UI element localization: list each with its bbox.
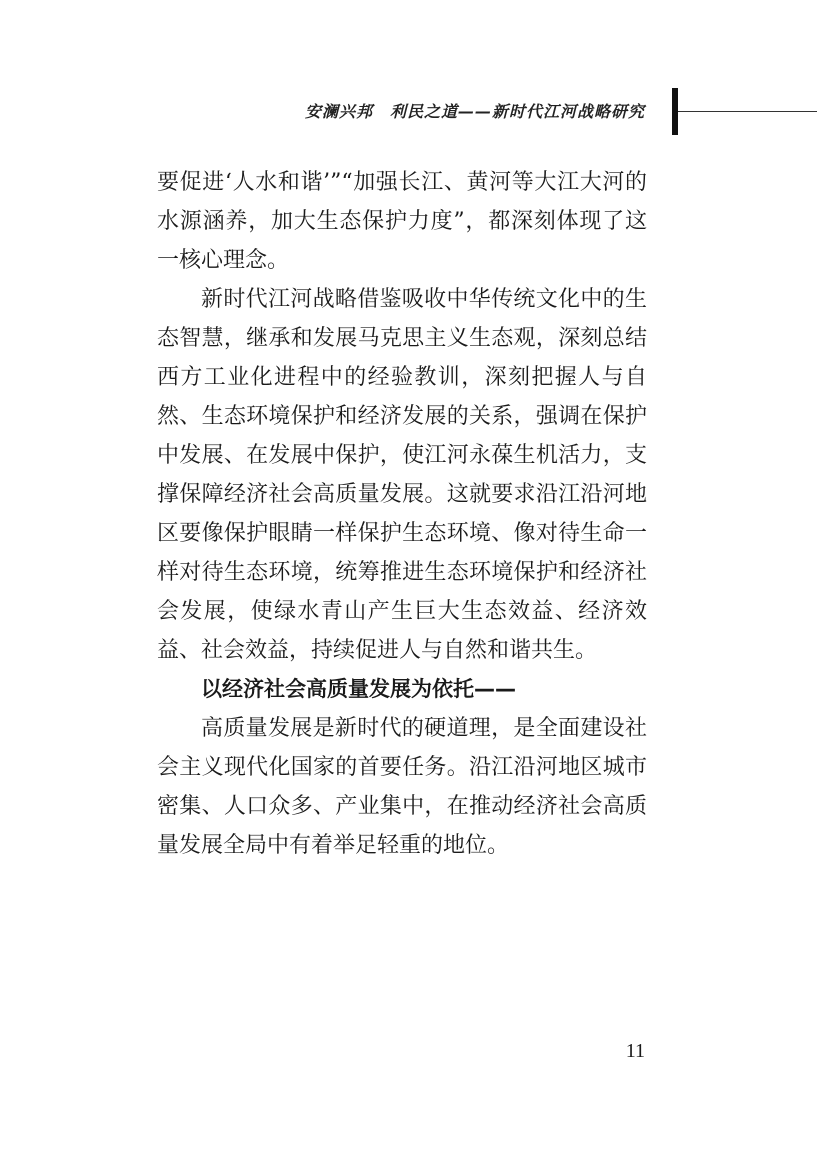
paragraph-continuation: 要促进‘人水和谐’”“加强长江、黄河等大江大河的水源涵养，加大生态保护力度”，都深刻体现了这一核心理念。: [157, 170, 647, 273]
running-header: 安澜兴邦 利民之道——新时代江河战略研究: [304, 102, 645, 121]
section-heading: 以经济社会高质量发展为依托——: [201, 677, 516, 701]
body-text: [157, 163, 647, 865]
paragraph: 高质量发展是新时代的硬道理，是全面建设社会主义现代化国家的首要任务。沿江沿河地区城市密集、人口众多、产业集中，在推动经济社会高质量发展全局中有着举足轻重的地位。: [157, 716, 647, 858]
paragraph: 新时代江河战略借鉴吸收中华传统文化中的生态智慧，继承和发展马克思主义生态观，深刻总结西方工业化进程中的经验教训，深刻把握人与自然、生态环境保护和经济发展的关系，强调在保护中发展、在发展中保护，使江河永葆生机活力，支撑保障经济社会高质量发展。这就要求沿江沿河地区要像保护眼睛一样保护生态环境、像对待生命一样对待生态环境，统筹推进生态环境保护和经济社会发展，使绿水青山产生巨大生态效益、经济效益、社会效益，持续促进人与自然和谐共生。: [157, 287, 647, 663]
header-thin-rule: [678, 111, 817, 112]
page-number: 11: [625, 1040, 645, 1062]
